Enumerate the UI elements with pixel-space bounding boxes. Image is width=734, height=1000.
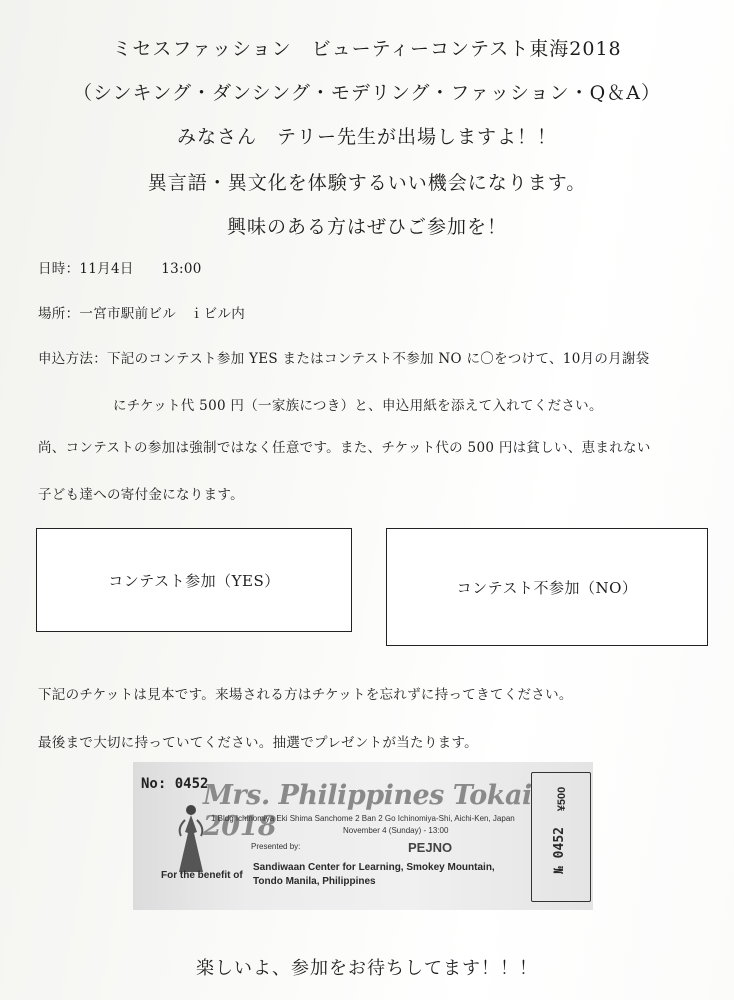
invitation-line: 興味のある方はぜひご参加を！ (226, 216, 507, 238)
ticket-keep-note: 最後まで大切に持っていてください。抽選でプレゼントが当たります。 (38, 735, 478, 751)
note-line-2: 子ども達への寄付金になります。 (38, 487, 244, 503)
ticket-date: November 4 (Sunday) - 13:00 (343, 826, 449, 835)
application-method-line-2: にチケット代 500 円（一家族につき）と、申込用紙を添えて入れてください。 (113, 398, 603, 414)
ticket-presented-by: Presented by: (251, 842, 301, 851)
ticket-beneficiary-line-2: Tondo Manila, Philippines (253, 876, 376, 887)
opportunity-line: 異言語・異文化を体験するいい機会になります。 (147, 172, 587, 194)
title-line: ミセスファッション ビューティーコンテスト東海2018 (112, 38, 622, 60)
contest-no-label: コンテスト不参加（NO） (456, 578, 638, 597)
woman-silhouette-icon (171, 802, 211, 874)
closing-message: 楽しいよ、参加をお待ちしてます！！！ (196, 958, 538, 979)
ticket-sample-note: 下記のチケットは見本です。来場される方はチケットを忘れずに持ってきてください。 (38, 687, 573, 703)
contest-yes-box[interactable] (36, 528, 352, 632)
ticket-benefit-label: For the benefit of (161, 870, 243, 881)
announcement-line: みなさん テリー先生が出場しますよ！！ (176, 126, 557, 148)
ticket-beneficiary-line-1: Sandiwaan Center for Learning, Smokey Mountain, (253, 862, 495, 873)
stub-price: ¥500 (556, 786, 569, 812)
subtitle-line: （シンキング・ダンシング・モデリング・ファッション・Q＆A） (73, 82, 661, 104)
contest-yes-label: コンテスト参加（YES） (108, 571, 280, 590)
application-method-line-1: 申込方法：下記のコンテスト参加 YES またはコンテスト不参加 NO に〇をつけて、10月の月謝袋 (38, 351, 650, 367)
sample-ticket-image (133, 762, 593, 910)
ticket-stub (531, 772, 591, 902)
ticket-brand: Mrs. Philippines Tokai 2018 (203, 780, 532, 842)
event-date: 日時：11月4日 13:00 (38, 261, 202, 277)
ticket-address: 1 Bldg Ichinomiya Eki Shima Sanchome 2 Ban 2 Go Ichinomiya-Shi, Aichi-Ken, Japan (211, 814, 515, 823)
note-line-1: 尚、コンテストの参加は強制ではなく任意です。また、チケット代の 500 円は貧しい、恵まれない (38, 440, 651, 456)
sponsor-logo: PEJNO (408, 840, 453, 855)
event-place: 場所：一宮市駅前ビル ｉビル内 (38, 306, 245, 322)
ticket-number: No: 0452 (141, 776, 209, 792)
stub-number: № 0452 (551, 827, 567, 874)
contest-no-box[interactable] (386, 528, 708, 646)
